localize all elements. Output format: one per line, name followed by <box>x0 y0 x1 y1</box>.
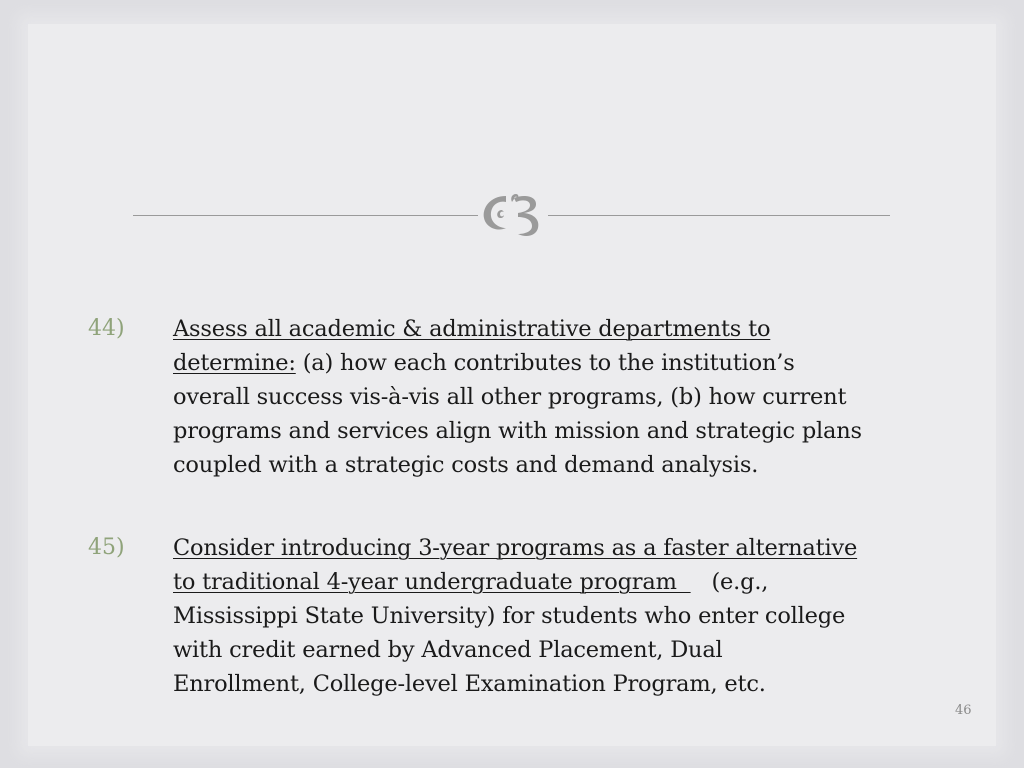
item-text-line5: coupled with a strategic costs and demand analysis. <box>173 452 759 478</box>
item-heading-line2: determine: <box>173 350 296 376</box>
item-text-line4: with credit earned by Advanced Placement, Dual <box>173 637 723 663</box>
item-text <box>173 312 963 482</box>
item-text-line5: Enrollment, College-level Examination Program, etc. <box>173 671 766 697</box>
page-number: 46 <box>955 703 972 718</box>
item-text-line3: Mississippi State University) for students who enter college <box>173 603 846 629</box>
item-number: 45) <box>88 535 125 560</box>
item-number: 44) <box>88 316 125 341</box>
item-text <box>173 531 963 701</box>
item-text-line2: (a) how each contributes to the institution’s <box>295 350 795 376</box>
item-text-line2: (e.g., <box>690 569 769 595</box>
item-heading-line2: to traditional 4-year undergraduate program <box>173 569 691 595</box>
item-heading-line1: Assess all academic & administrative departments to <box>173 316 771 342</box>
item-heading-line1: Consider introducing 3-year programs as a faster alternative <box>173 535 858 561</box>
item-text-line4: programs and services align with mission and strategic plans <box>173 418 862 444</box>
item-text-line3: overall success vis-à-vis all other programs, (b) how current <box>173 384 847 410</box>
